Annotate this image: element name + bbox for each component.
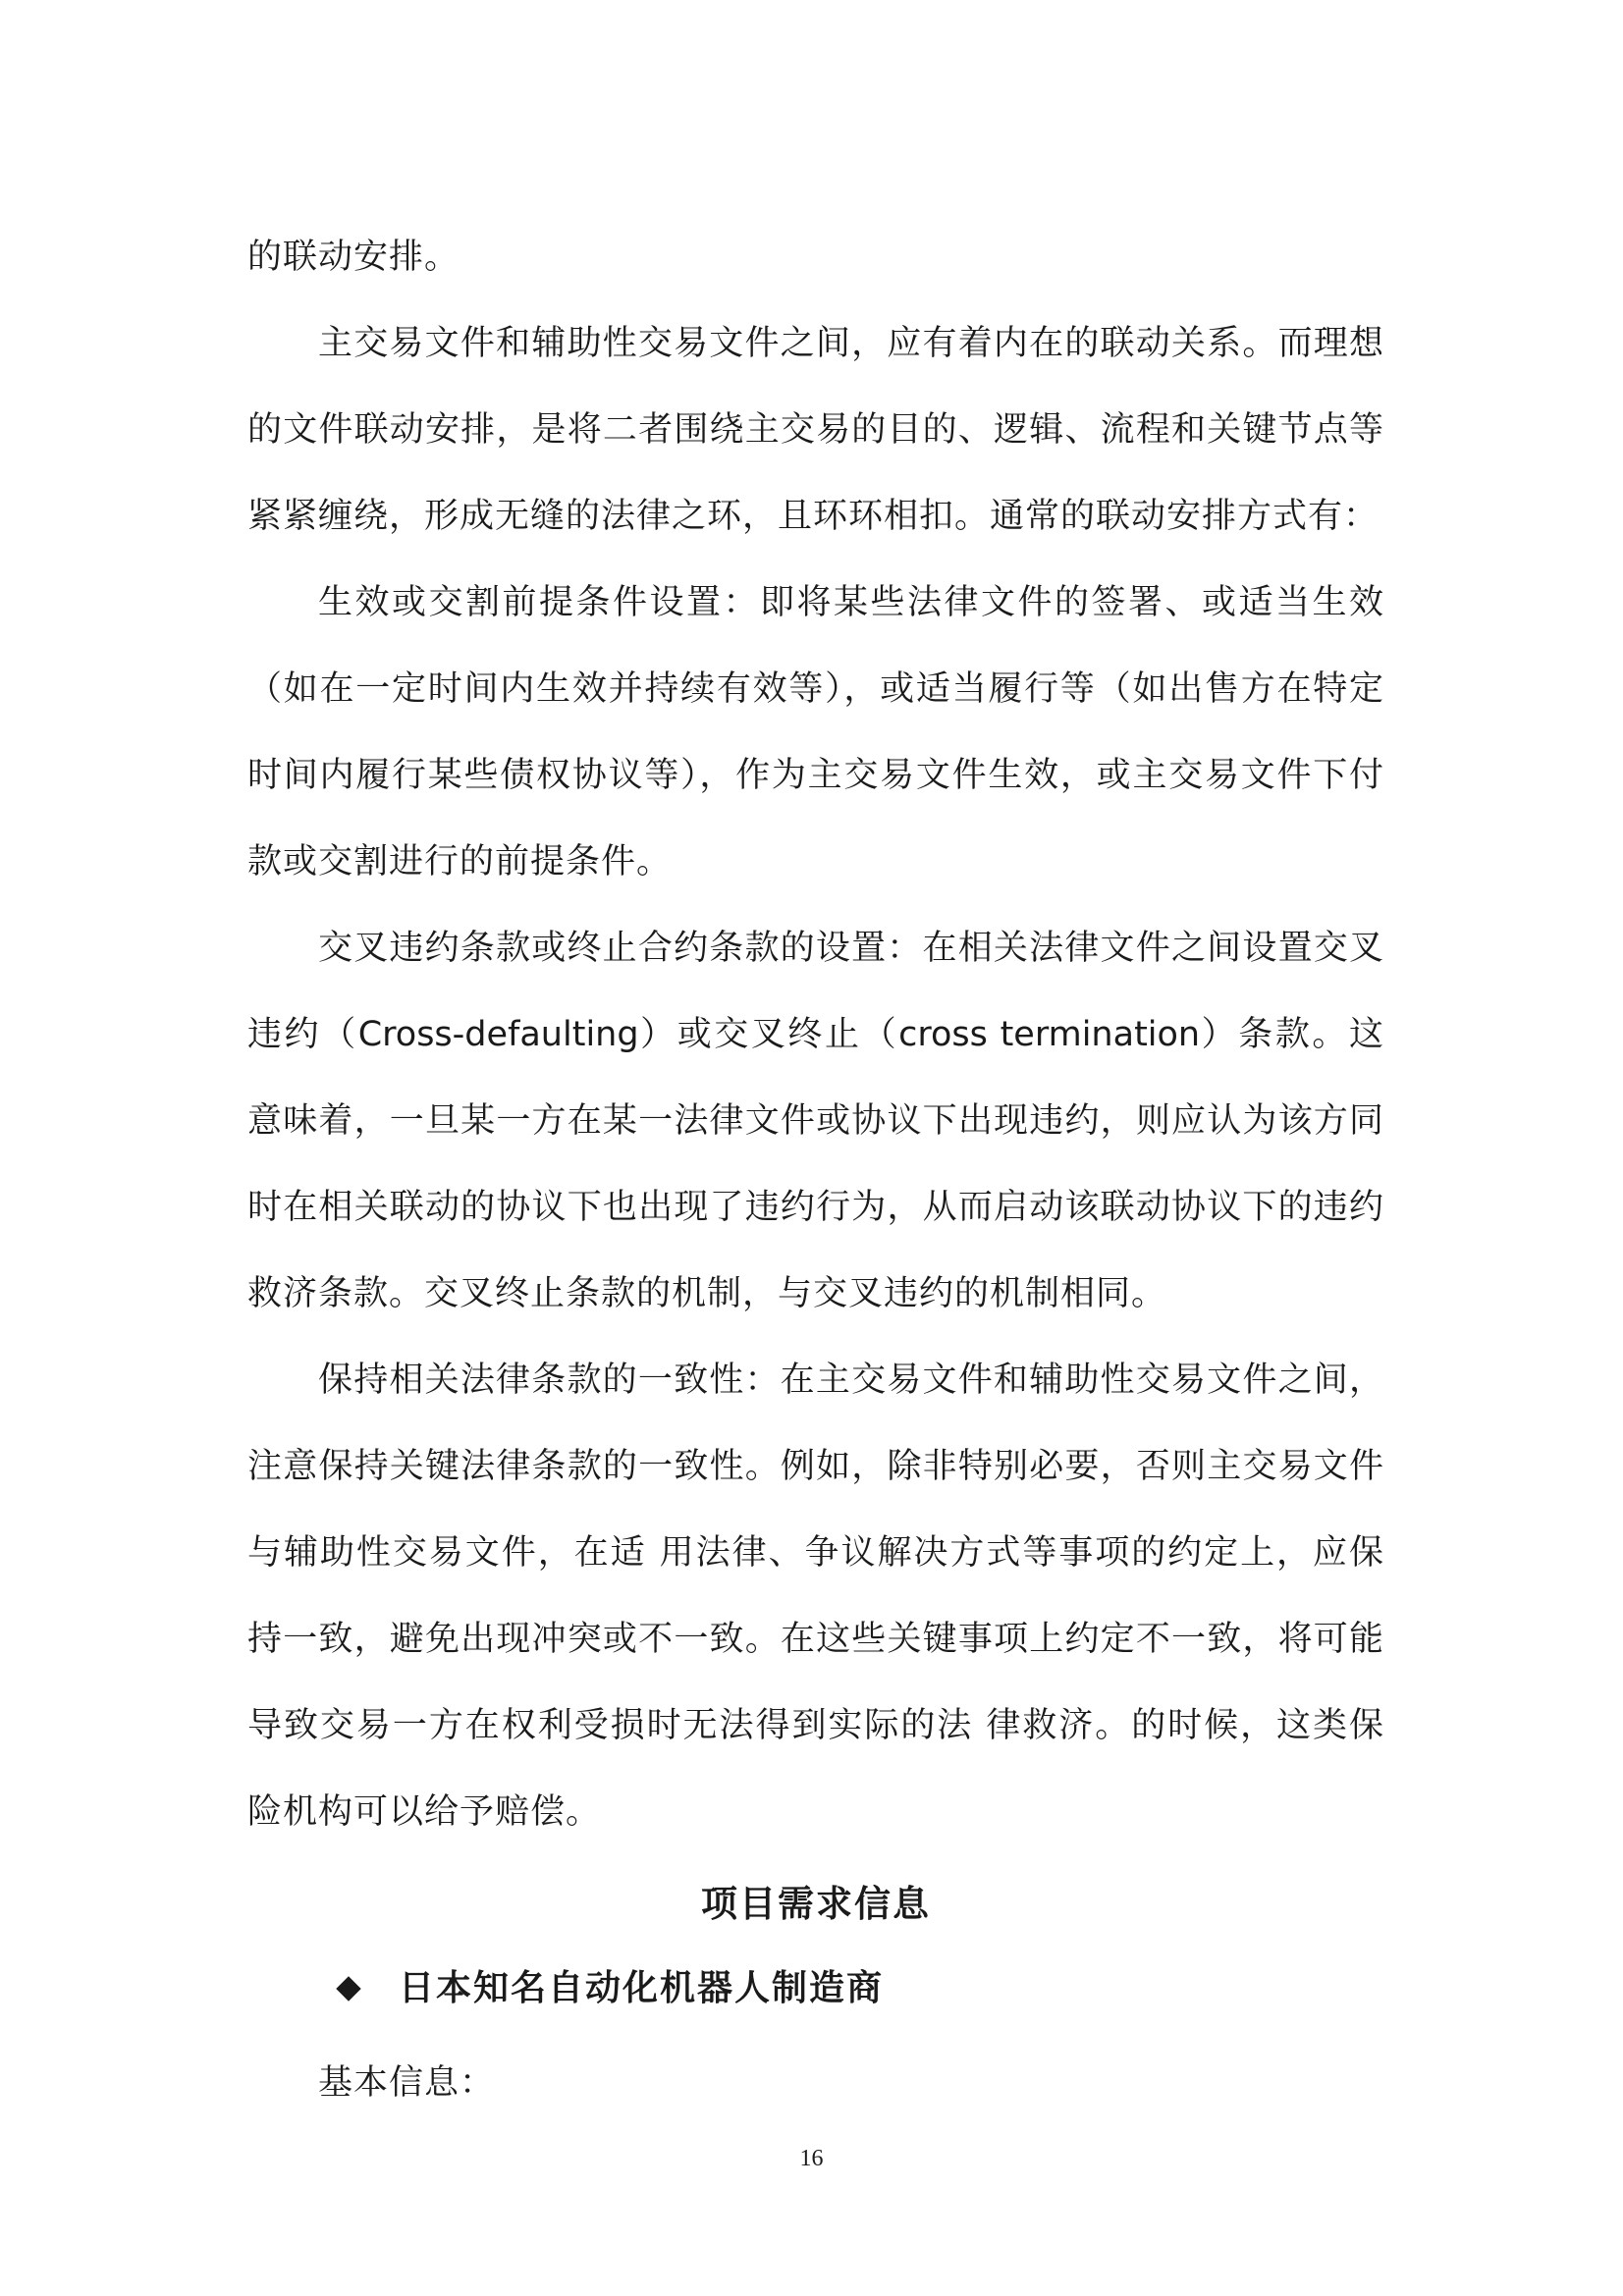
cross-default-text-2: ）或交叉终止（ (638, 1015, 899, 1054)
paragraph-continuation: 的联动安排。 (247, 238, 460, 277)
paragraph-linkage-relationship: 主交易文件和辅助性交易文件之间，应有着内在的联动关系。而理想的文件联动安排，是将二者围绕主交易的目的、逻辑、流程和关键节点等紧紧缠绕，形成无缝的法律之环，且环环相扣。通常的联动安排方式有： (247, 324, 1384, 536)
term-cross-termination: cross termination (898, 1015, 1201, 1054)
body-text (247, 214, 1384, 1855)
diamond-bullet-icon (336, 1976, 360, 2001)
section-title: 项目需求信息 (701, 1883, 931, 1925)
paragraph-conditions-precedent: 生效或交割前提条件设置：即将某些法律文件的签署、或适当生效（如在一定时间内生效并持续有效等），或适当履行等（如出售方在特定时间内履行某些债权协议等），作为主交易文件生效，或主交易文件下付款或交割进行的前提条件。 (247, 583, 1384, 881)
basic-info-label: 基本信息： (318, 2063, 496, 2103)
page-number: 16 (799, 2146, 824, 2171)
bullet-heading-text: 日本知名自动化机器人制造商 (399, 1968, 885, 2008)
paragraph-consistency: 保持相关法律条款的一致性：在主交易文件和辅助性交易文件之间，注意保持关键法律条款的一致性。例如，除非特别必要，否则主交易文件与辅助性交易文件，在适 用法律、争议解决方式等事项的约定上，应保持一致，避免出现冲突或不一致。在这些关键事项上约定不一致，将可能导致交易一方在权利受损时无法得到实际的法 律救济。的时候，这类保险机构可以给予赔偿。 (247, 1361, 1384, 1832)
bullet-heading (334, 1959, 884, 2018)
paragraph-cross-default (247, 905, 1384, 1337)
term-cross-defaulting: Cross-defaulting (357, 1015, 639, 1054)
cross-default-text-3: ）条款。这意味着，一旦某一方在某一法律文件或协议下出现违约，则应认为该方同时在相关联动的协议下也出现了违约行为，从而启动该联动协议下的违约救济条款。交叉终止条款的机制，与交叉违约的机制相同。 (247, 1015, 1384, 1313)
cross-default-text-1: 交叉违约条款或终止合约条款的设置：在相关法律文件之间设置交叉违约（ (247, 929, 1384, 1054)
